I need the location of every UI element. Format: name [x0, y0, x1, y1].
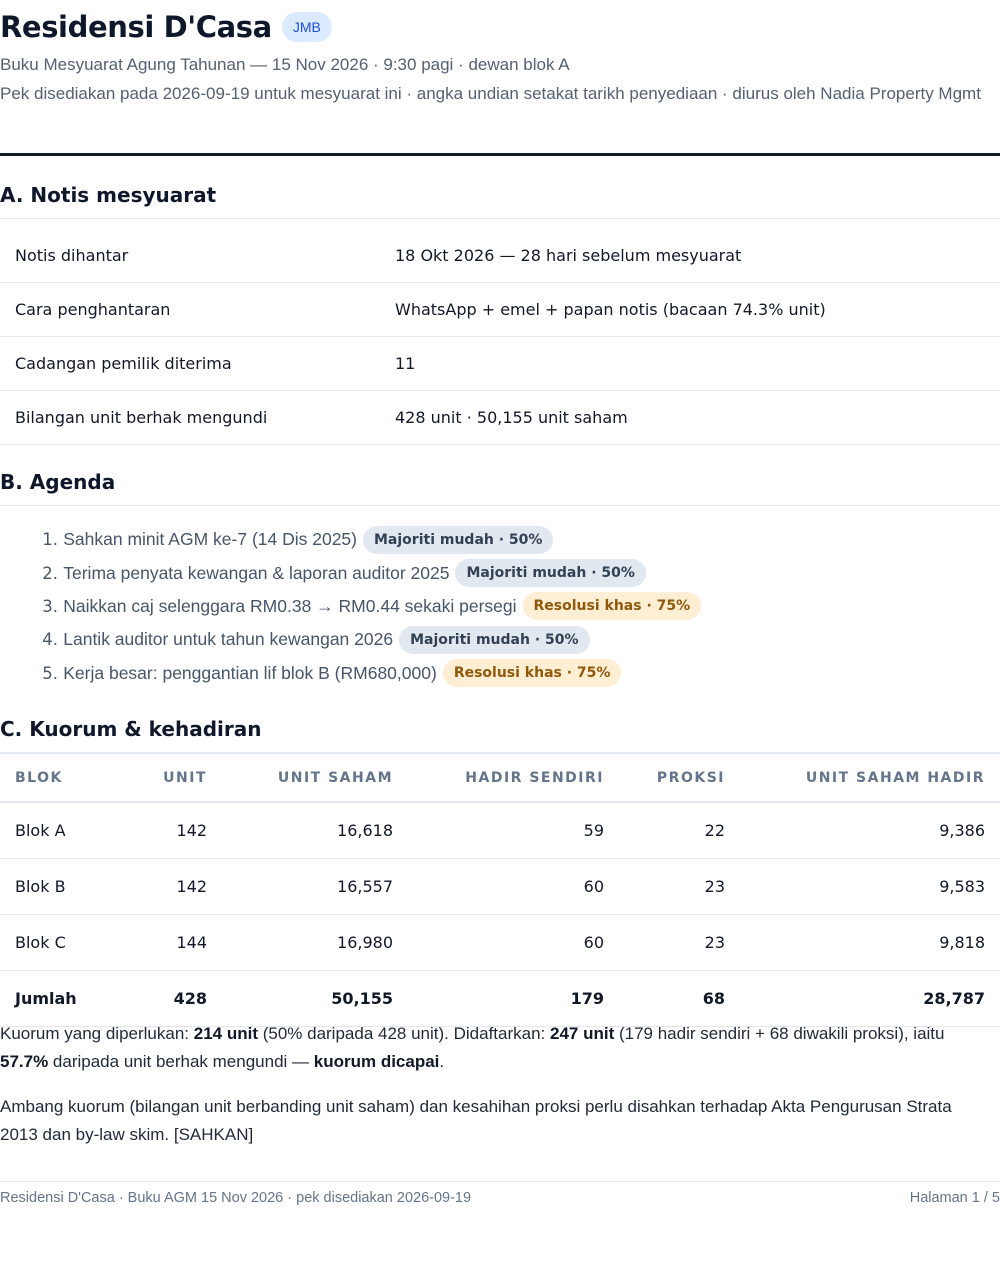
quorum-summary — [0, 1020, 990, 1076]
quorum-status: kuorum dicapai — [313, 1052, 440, 1071]
summary-text: daripada unit berhak mengundi — — [48, 1052, 314, 1071]
column-header: PROKSI — [619, 753, 740, 802]
required-quorum: 214 unit — [193, 1024, 258, 1043]
summary-text: (179 hadir sendiri + 68 diwakili proksi), iaitu — [614, 1024, 945, 1043]
agenda-list — [0, 523, 1000, 690]
notice-row — [0, 229, 1000, 283]
shares-present-cell: 9,386 — [740, 802, 1000, 859]
column-header: HADIR SENDIRI — [408, 753, 619, 802]
shares-present-cell: 9,583 — [740, 859, 1000, 915]
vote-threshold-badge: Resolusi khas · 75% — [523, 592, 702, 620]
document-header — [0, 0, 1000, 108]
page-title: Residensi D'Casa — [0, 10, 272, 44]
table-row — [0, 802, 1000, 859]
total-units-cell: 428 — [126, 971, 222, 1027]
notice-row — [0, 337, 1000, 391]
table-row — [0, 915, 1000, 971]
section-a-divider — [0, 218, 1000, 219]
total-label-cell: Jumlah — [0, 971, 126, 1027]
notice-row — [0, 391, 1000, 445]
footer-left: Residensi D'Casa · Buku AGM 15 Nov 2026 · pek disediakan 2026-09-19 — [0, 1190, 472, 1206]
registered-units: 247 unit — [550, 1024, 615, 1043]
shares-present-cell: 9,818 — [740, 915, 1000, 971]
page-number: Halaman 1 / 5 — [909, 1190, 1000, 1206]
share-units-cell: 16,557 — [222, 859, 408, 915]
summary-text: . — [439, 1052, 445, 1071]
total-proxy-cell: 68 — [619, 971, 740, 1027]
column-header: UNIT — [126, 753, 222, 802]
notice-row — [0, 283, 1000, 337]
present-cell: 60 — [408, 859, 619, 915]
agenda-item — [0, 623, 1000, 656]
pack-note: Pek disediakan pada 2026-09-19 untuk mesyuarat ini · angka undian setakat tarikh penyediaan · diurus oleh Nadia Property Mgmt — [0, 84, 981, 103]
share-units-cell: 16,618 — [222, 802, 408, 859]
agenda-item — [0, 590, 1000, 623]
column-header: UNIT SAHAM HADIR — [740, 753, 1000, 802]
attendance-percent: 57.7% — [0, 1052, 49, 1071]
notice-key: Cadangan pemilik diterima — [15, 354, 232, 373]
notice-key: Notis dihantar — [15, 246, 129, 265]
agenda-text: Naikkan caj selenggara RM0.38 → RM0.44 sekaki persegi — [63, 595, 517, 616]
total-shares-present-cell: 28,787 — [740, 971, 1000, 1027]
column-header: BLOK — [0, 753, 126, 802]
share-units-cell: 16,980 — [222, 915, 408, 971]
block-cell: Blok B — [0, 859, 126, 915]
agenda-item — [0, 657, 1000, 690]
agenda-number: 3. — [42, 596, 58, 616]
proxy-cell: 22 — [619, 802, 740, 859]
meeting-subtitle: Buku Mesyuarat Agung Tahunan — 15 Nov 2026 · 9:30 pagi · dewan blok A — [0, 55, 570, 74]
notice-key: Bilangan unit berhak mengundi — [15, 408, 268, 427]
vote-threshold-badge: Majoriti mudah · 50% — [399, 626, 589, 654]
notice-value: 428 unit · 50,155 unit saham — [395, 408, 628, 427]
proxy-cell: 23 — [619, 915, 740, 971]
notice-value: 18 Okt 2026 — 28 hari sebelum mesyuarat — [395, 246, 742, 265]
section-a-heading: A. Notis mesyuarat — [0, 183, 217, 207]
agenda-item — [0, 556, 1000, 589]
summary-text: Kuorum yang diperlukan: — [0, 1024, 194, 1043]
agenda-text: Kerja besar: penggantian lif blok B (RM680,000) — [63, 662, 437, 683]
section-c-heading: C. Kuorum & kehadiran — [0, 717, 262, 741]
agenda-text: Terima penyata kewangan & laporan auditor 2025 — [63, 562, 450, 583]
total-share-units-cell: 50,155 — [222, 971, 408, 1027]
present-cell: 60 — [408, 915, 619, 971]
agenda-number: 2. — [42, 563, 58, 583]
proxy-cell: 23 — [619, 859, 740, 915]
table-total-row — [0, 971, 1000, 1027]
total-present-cell: 179 — [408, 971, 619, 1027]
notice-table — [0, 229, 1000, 445]
summary-text: (50% daripada 428 unit). Didaftarkan: — [257, 1024, 550, 1043]
present-cell: 59 — [408, 802, 619, 859]
units-cell: 142 — [126, 802, 222, 859]
attendance-table — [0, 752, 1000, 1027]
section-b-heading: B. Agenda — [0, 470, 116, 494]
table-row — [0, 859, 1000, 915]
vote-threshold-badge: Majoriti mudah · 50% — [455, 559, 645, 587]
jmb-badge: JMB — [282, 12, 332, 42]
notice-value: 11 — [395, 354, 416, 373]
agenda-text: Sahkan minit AGM ke-7 (14 Dis 2025) — [63, 529, 357, 550]
header-divider — [0, 153, 1000, 156]
agenda-item — [0, 523, 1000, 556]
agenda-text: Lantik auditor untuk tahun kewangan 2026 — [63, 629, 394, 650]
units-cell: 144 — [126, 915, 222, 971]
vote-threshold-badge: Majoriti mudah · 50% — [363, 526, 553, 554]
page-footer — [0, 1190, 1000, 1206]
agenda-number: 1. — [42, 530, 58, 550]
notice-value: WhatsApp + emel + papan notis (bacaan 74.3% unit) — [395, 300, 826, 319]
column-header: UNIT SAHAM — [222, 753, 408, 802]
block-cell: Blok C — [0, 915, 126, 971]
quorum-remark: Ambang kuorum (bilangan unit berbanding unit saham) dan kesahihan proksi perlu disahkan terhadap Akta Pengurusan Strata 2013 dan by-law skim. [SAHKAN] — [0, 1097, 952, 1144]
notice-key: Cara penghantaran — [15, 300, 171, 319]
table-header-row — [0, 753, 1000, 802]
agenda-number: 5. — [42, 663, 58, 683]
units-cell: 142 — [126, 859, 222, 915]
footer-divider — [0, 1181, 1000, 1182]
vote-threshold-badge: Resolusi khas · 75% — [443, 659, 622, 687]
title-row — [0, 6, 1000, 48]
block-cell: Blok A — [0, 802, 126, 859]
section-b-divider — [0, 505, 1000, 506]
agenda-number: 4. — [42, 630, 58, 650]
